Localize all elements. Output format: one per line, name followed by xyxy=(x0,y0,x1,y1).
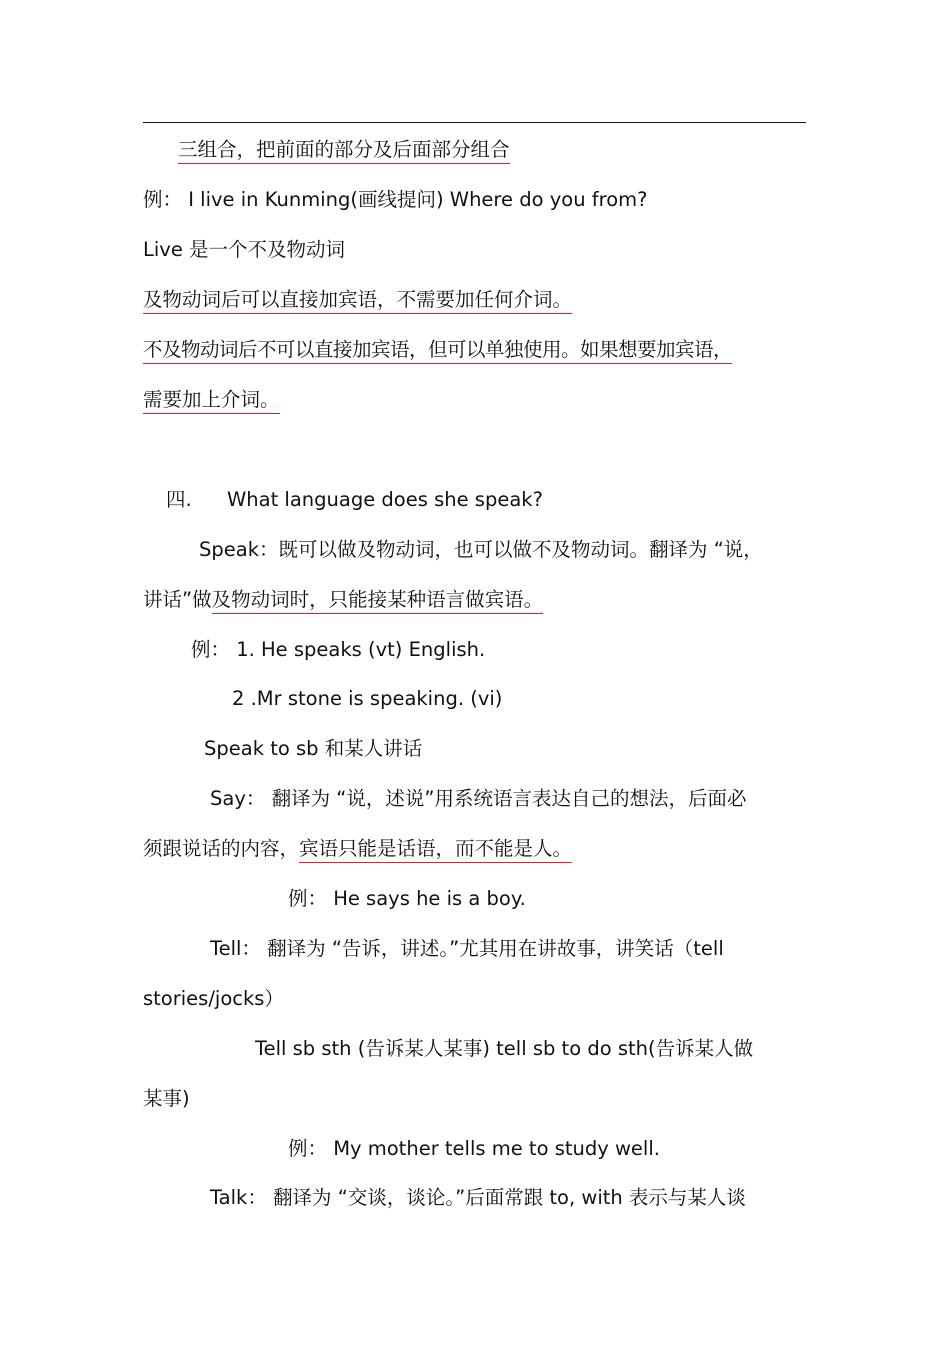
text-line: Say： 翻译为 “说，述说”用系统语言表达自己的想法，后面必 xyxy=(210,787,747,810)
underlined-line xyxy=(143,336,806,364)
text-line: stories/jocks） xyxy=(143,987,284,1010)
example-line: 2 .Mr stone is speaking. (vi) xyxy=(232,687,503,710)
text-line: Live 是一个不及物动词 xyxy=(143,238,346,261)
plain-text: 须跟说话的内容， xyxy=(143,837,300,860)
underlined-text: 宾语只能是话语，而不能是人。 xyxy=(299,837,572,863)
plain-text: 讲话”做 xyxy=(143,588,212,611)
text-line xyxy=(143,835,572,863)
text-line: Tell sb sth (告诉某人某事) tell sb to do sth(告诉某人做 xyxy=(255,1037,754,1060)
text-line xyxy=(143,586,543,614)
example-line: 例： He says he is a boy. xyxy=(288,887,526,910)
example-line: 例： I live in Kunming(画线提问) Where do you from? xyxy=(143,188,648,211)
text-line: Talk： 翻译为 “交谈，谈论。”后面常跟 to, with 表示与某人谈 xyxy=(210,1186,746,1209)
underlined-text: 三组合，把前面的部分及后面部分组合 xyxy=(178,138,510,164)
example-line: 例： My mother tells me to study well. xyxy=(288,1137,660,1160)
section-four-heading: What language does she speak? xyxy=(227,488,543,511)
text-line: Tell： 翻译为 “告诉，讲述。”尤其用在讲故事，讲笑话（tell xyxy=(210,937,724,960)
underlined-text: 及物动词时，只能接某种语言做宾语。 xyxy=(212,588,544,614)
section-three-heading xyxy=(178,136,510,164)
header-rule xyxy=(143,122,806,123)
underlined-text: 需要加上介词。 xyxy=(143,388,280,414)
underlined-line xyxy=(143,286,572,314)
underlined-text: 及物动词后可以直接加宾语，不需要加任何介词。 xyxy=(143,288,572,314)
text-line: 某事) xyxy=(143,1087,190,1110)
text-line: Speak to sb 和某人讲话 xyxy=(204,737,423,760)
text-line: Speak：既可以做及物动词，也可以做不及物动词。翻译为 “说， xyxy=(199,538,763,561)
example-line: 例： 1. He speaks (vt) English. xyxy=(191,638,486,661)
underlined-line xyxy=(143,386,280,414)
section-four-number: 四. xyxy=(166,488,192,511)
underlined-text: 不及物动词后不可以直接加宾语，但可以单独使用。如果想要加宾语， xyxy=(143,338,732,364)
